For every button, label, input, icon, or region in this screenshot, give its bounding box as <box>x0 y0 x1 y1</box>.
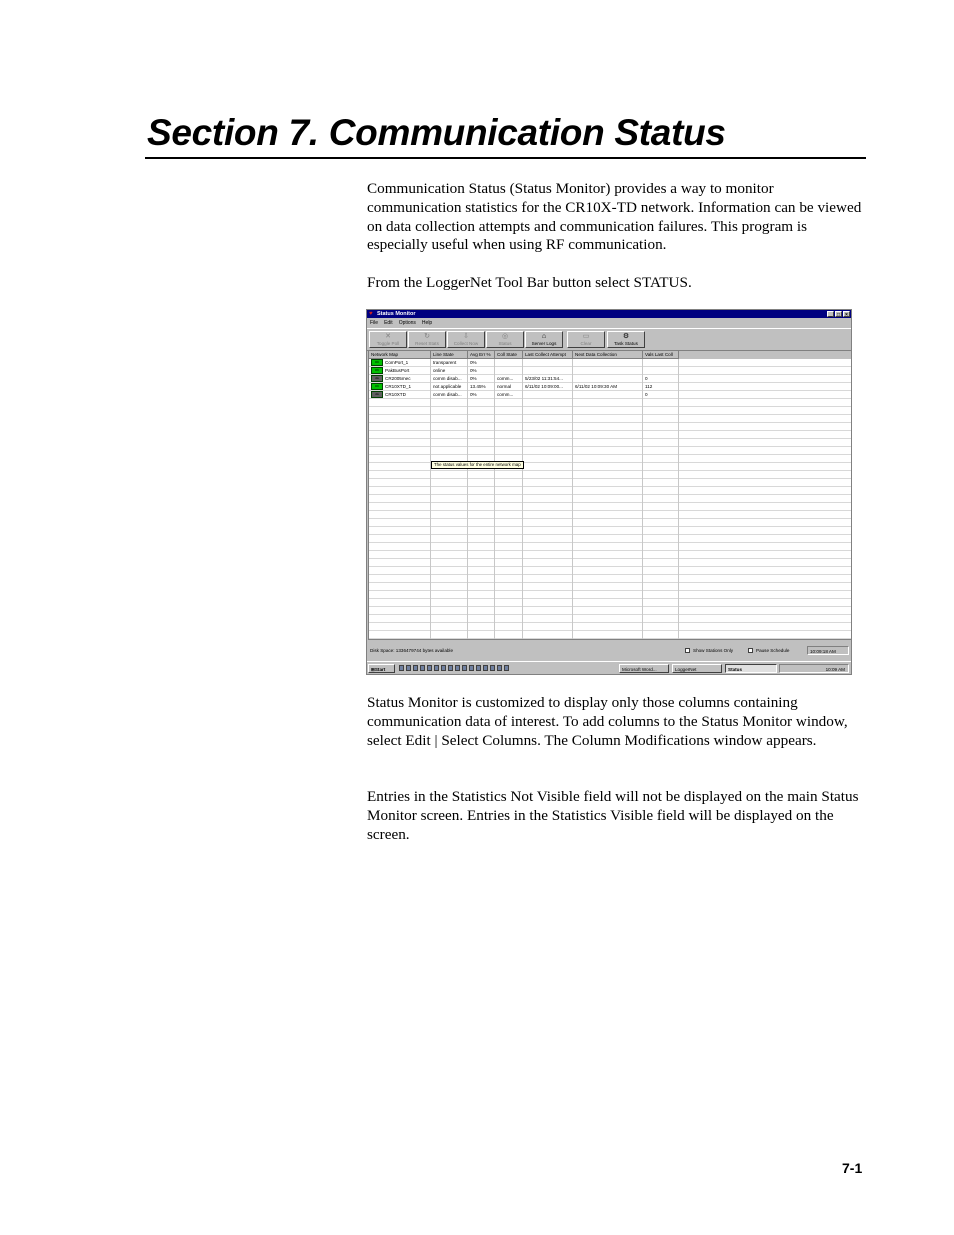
windows-logo-icon: ⊞ <box>371 667 375 672</box>
quick-launch-icon[interactable] <box>406 665 411 671</box>
menu-options[interactable]: Options <box>398 320 416 326</box>
refresh-icon: ↻ <box>424 333 430 340</box>
table-row[interactable]: OK ComPort_1 transparent 0% <box>369 359 851 367</box>
tray-clock: 10:09 AM <box>825 667 845 672</box>
status-badge: OK <box>371 383 383 390</box>
clear-icon: ▭ <box>582 333 590 340</box>
task-status-button[interactable]: ⚙ Task Status <box>607 331 645 348</box>
minimize-button[interactable]: _ <box>827 311 834 317</box>
quick-launch-icon[interactable] <box>483 665 488 671</box>
title-rule <box>145 157 866 159</box>
menu-file[interactable]: File <box>370 320 379 326</box>
page-number: 7-1 <box>842 1160 863 1176</box>
server-logs-button[interactable]: ⌂ Server Logs <box>525 331 563 348</box>
pause-schedule-label: Pause Schedule <box>756 648 790 653</box>
x-icon: ✕ <box>385 333 391 340</box>
system-tray <box>779 664 849 673</box>
status-grid[interactable] <box>368 350 852 640</box>
status-bar <box>367 644 851 658</box>
quick-launch-icon[interactable] <box>413 665 418 671</box>
status-badge: OK <box>371 359 383 366</box>
windows-taskbar <box>367 661 851 675</box>
quick-launch-icon[interactable] <box>476 665 481 671</box>
quick-launch-icon[interactable] <box>497 665 502 671</box>
toolbar <box>367 328 851 351</box>
maximize-button[interactable]: □ <box>836 312 841 318</box>
col-coll-state[interactable]: Coll State <box>495 351 523 359</box>
reset-stats-button[interactable]: ↻ Reset Stats <box>408 331 446 348</box>
quick-launch-icon[interactable] <box>427 665 432 671</box>
app-heart-icon: ♥ <box>369 311 373 317</box>
table-row[interactable]: OK PakBusPort online 0% <box>369 367 851 375</box>
table-row[interactable]: dis CR2005mec comm disab... 0% comm... 5/23/02 11:31:54... 0 <box>369 375 851 383</box>
disk-space-text: Disk Space: 1336479744 bytes available <box>370 648 453 653</box>
menu-bar <box>367 319 435 327</box>
tooltip: The status values for the entire network map <box>431 461 524 469</box>
table-row[interactable]: dis CR10XTD comm disab... 0% comm... 0 <box>369 391 851 399</box>
status-badge: dis <box>371 375 383 382</box>
quick-launch-icon[interactable] <box>434 665 439 671</box>
task-loggernet[interactable]: LoggerNet <box>672 664 722 673</box>
quick-launch <box>399 665 511 672</box>
col-network-map[interactable]: Network Map <box>369 351 431 359</box>
pause-schedule-checkbox[interactable] <box>748 648 753 653</box>
grid-header <box>369 351 851 359</box>
start-button[interactable]: ⊞Start <box>368 664 395 673</box>
quick-launch-icon[interactable] <box>448 665 453 671</box>
quick-launch-icon[interactable] <box>462 665 467 671</box>
clear-button[interactable]: ▭ Clear <box>567 331 605 348</box>
collect-now-button[interactable]: ⇩ Collect Now <box>447 331 485 348</box>
show-stations-only-checkbox[interactable] <box>685 648 690 653</box>
status-monitor-screenshot <box>366 309 852 675</box>
toggle-poll-button[interactable]: ✕ Toggle Poll <box>369 331 407 348</box>
task-microsoft-word[interactable]: Microsoft Word... <box>619 664 669 673</box>
status-badge: dis <box>371 391 383 398</box>
status-badge: OK <box>371 367 383 374</box>
menu-edit[interactable]: Edit <box>384 320 393 326</box>
col-avg-err[interactable]: Avg Err % <box>468 351 495 359</box>
col-next-collection[interactable]: Next Data Collection <box>573 351 643 359</box>
status-clock: 10:09:18 AM <box>807 646 849 655</box>
quick-launch-icon[interactable] <box>504 665 509 671</box>
section-title: Section 7. Communication Status <box>147 112 726 153</box>
quick-launch-icon[interactable] <box>441 665 446 671</box>
show-stations-only-label: Show Stations Only <box>693 648 734 653</box>
task-status[interactable]: Status <box>725 664 777 673</box>
quick-launch-icon[interactable] <box>490 665 495 671</box>
col-last-collect[interactable]: Last Collect Attempt <box>523 351 573 359</box>
collect-icon: ⇩ <box>463 333 469 340</box>
quick-launch-icon[interactable] <box>455 665 460 671</box>
paragraph-toolbar: From the LoggerNet Tool Bar button select STATUS. <box>367 274 692 291</box>
col-vals-last-coll[interactable]: Vals Last Coll <box>643 351 679 359</box>
paragraph-intro: Communication Status (Status Monitor) provides a way to monitor communication statistics for the CR10X-TD network. Information can be viewed on data collection attempts and communication failures. This program is especially useful when using RF communication. <box>367 180 862 254</box>
menu-help[interactable]: Help <box>421 320 433 326</box>
window-title: Status Monitor <box>377 311 416 317</box>
quick-launch-icon[interactable] <box>469 665 474 671</box>
paragraph-visibility: Entries in the Statistics Not Visible field will not be displayed on the main Status Monitor screen. Entries in the Statistics Visible field will be displayed on the screen. <box>367 788 859 843</box>
table-row[interactable]: OK CR10XTD_1 not applicable 13.45% normal 6/11/02 10:09:00... 6/11/02 10:09:30 AM 112 <box>369 383 851 391</box>
quick-launch-icon[interactable] <box>420 665 425 671</box>
paragraph-columns: Status Monitor is customized to display only those columns containing communication data of interest. To add columns to the Status Monitor window, select Edit | Select Columns. The Column Modifications window appears. <box>367 694 848 749</box>
status-icon: ◎ <box>501 333 509 340</box>
quick-launch-icon[interactable] <box>399 665 404 671</box>
status-button[interactable]: ◎ Status <box>486 331 524 348</box>
col-line-state[interactable]: Line State <box>431 351 468 359</box>
gear-icon: ⚙ <box>622 333 630 340</box>
window-titlebar <box>367 310 851 318</box>
logs-icon: ⌂ <box>541 333 547 340</box>
close-button[interactable]: × <box>843 311 850 317</box>
